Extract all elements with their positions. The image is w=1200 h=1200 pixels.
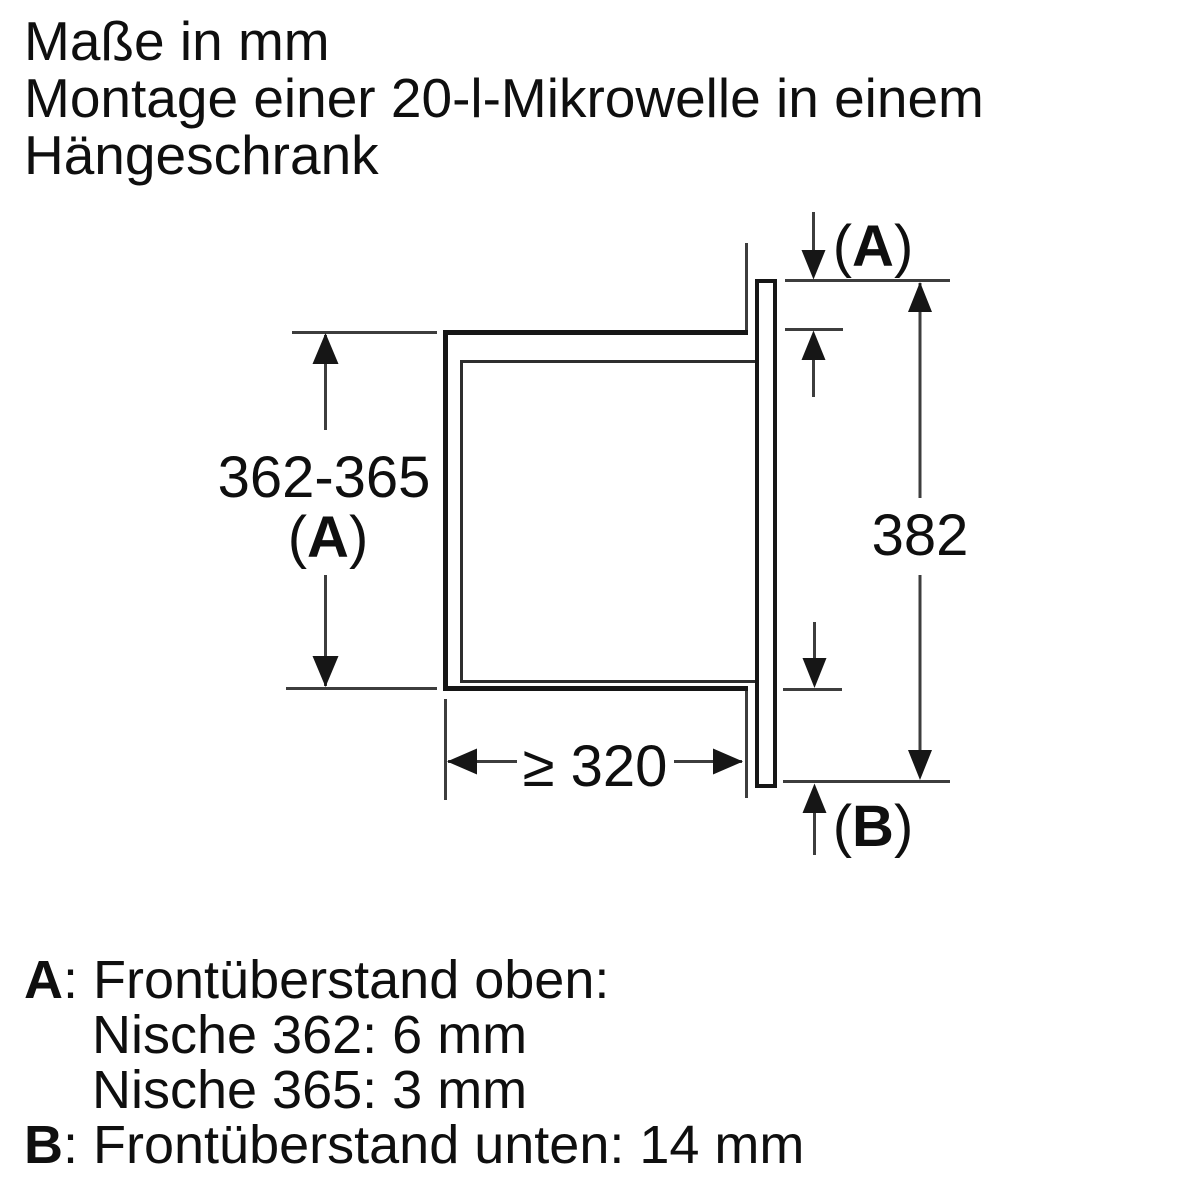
overhang-top-label-a: (A) [832,214,914,279]
legend-key-a: A [24,950,63,1010]
niche-height-up-arrowhead [313,333,339,364]
legend-text-niche-365: Nische 365: 3 mm [92,1060,528,1120]
title-line-cabinet: Hängeschrank [24,124,379,186]
legend-row-a [24,950,804,1010]
title-line-description: Montage einer 20-l-Mikrowelle in einem [24,67,984,129]
legend-text-a: : Frontüberstand oben: [63,950,610,1010]
legend-block [24,950,805,1175]
overhang-top-up-arrowhead [802,331,826,361]
legend-text-b: : Frontüberstand unten: 14 mm [63,1115,805,1175]
legend-row-b [24,1115,805,1175]
niche-height-value: 362-365 [217,445,431,510]
door-height-value: 382 [871,503,969,568]
overhang-bottom-up-arrowhead [803,784,827,814]
legend-row-niche-365 [24,1060,804,1120]
niche-height-ref-a: (A) [287,505,369,570]
overhang-top-down-arrowhead [802,250,826,280]
depth-left-arrowhead [447,749,477,775]
door-panel [757,281,775,786]
depth-min-value: ≥ 320 [522,734,668,799]
niche-height-down-arrowhead [313,656,339,687]
legend-text-niche-362: Nische 362: 6 mm [92,1005,528,1065]
overhang-bottom-down-arrowhead [803,658,827,688]
title-line-units: Maße in mm [24,10,330,72]
door-height-up-arrowhead [908,282,932,312]
legend-row-niche-362 [24,1005,804,1065]
depth-right-arrowhead [713,749,743,775]
legend-key-b: B [24,1115,63,1175]
overhang-bottom-label-b: (B) [832,794,914,859]
door-height-down-arrowhead [908,750,932,780]
